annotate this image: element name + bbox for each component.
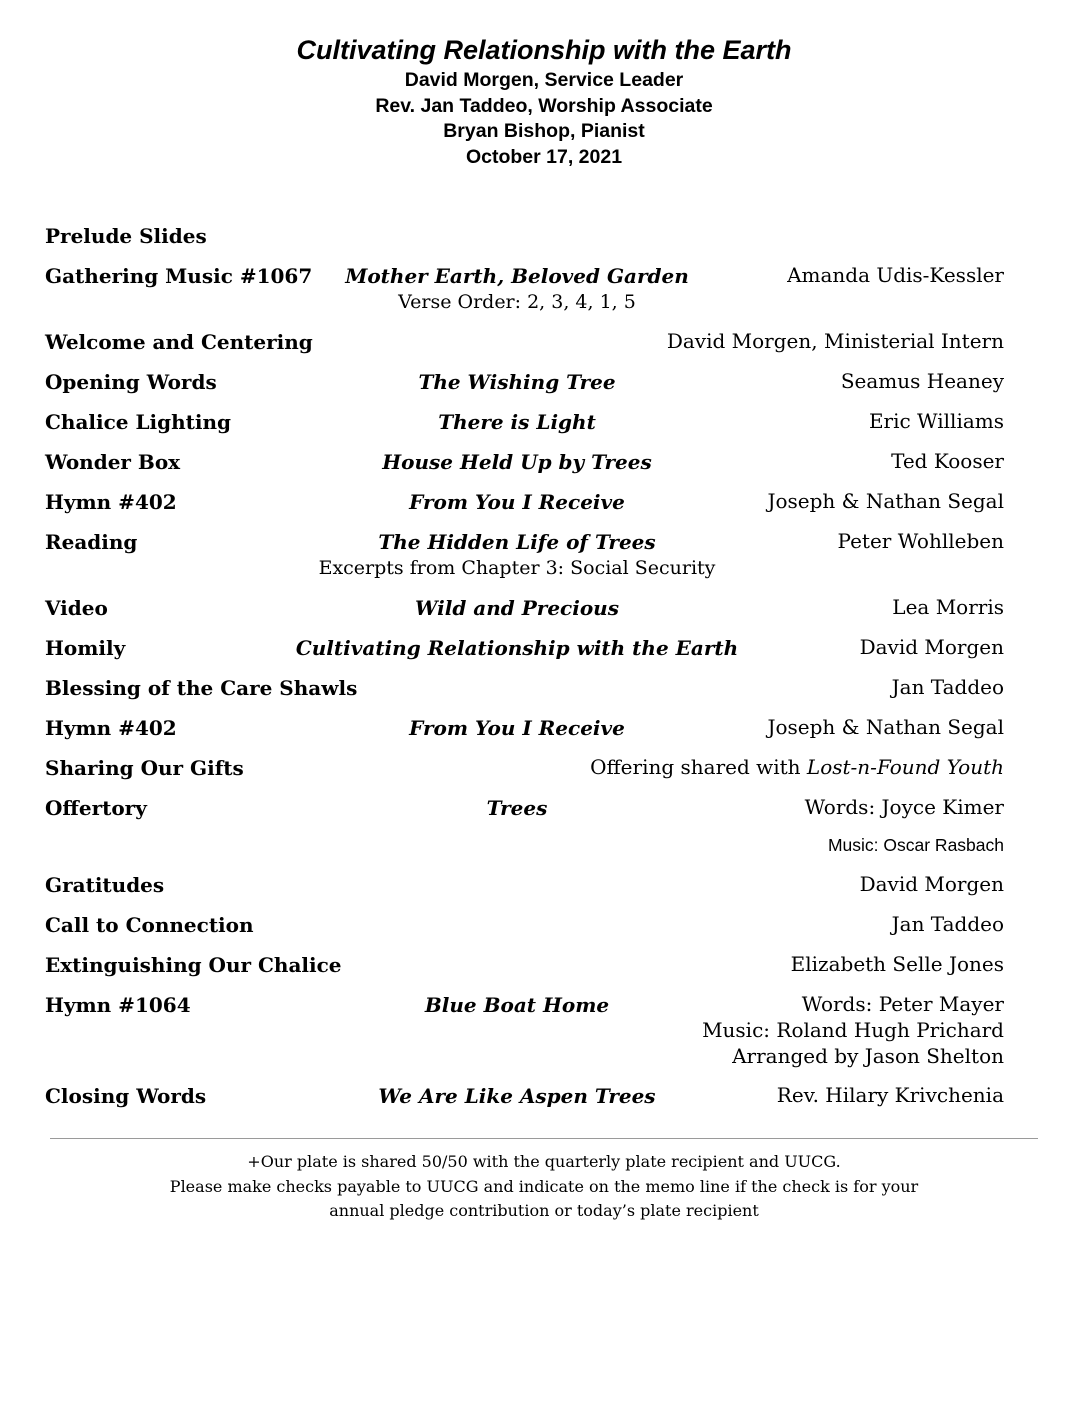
item-label: Closing Words — [45, 1084, 207, 1108]
footnote-line: Please make checks payable to UUCG and indicate on the memo line if the check is for your — [169, 1176, 919, 1196]
item-piece — [409, 714, 625, 742]
item-piece — [418, 368, 615, 396]
piece-title: Blue Boat Home — [424, 993, 610, 1017]
item-piece — [438, 408, 596, 436]
program-item-wonder-box — [0, 448, 1088, 488]
piece-title: Mother Earth, Beloved Garden — [345, 264, 689, 288]
worship-associate: Rev. Jan Taddeo, Worship Associate — [375, 94, 713, 117]
piece-title: There is Light — [438, 410, 596, 434]
plate-footnote — [0, 1150, 1088, 1224]
program-item-gratitudes — [0, 871, 1088, 911]
program-item-prelude — [0, 222, 1088, 262]
program-item-hymn-402-repeat — [0, 714, 1088, 754]
item-person: Ted Kooser — [891, 449, 1004, 473]
footnote-line: annual pledge contribution or today’s plate recipient — [329, 1201, 759, 1220]
item-person: Jan Taddeo — [891, 675, 1004, 699]
item-label: Blessing of the Care Shawls — [45, 676, 358, 700]
program-item-welcome — [0, 328, 1088, 368]
item-person: Amanda Udis-Kessler — [787, 263, 1004, 287]
item-person: Words: Joyce Kimer — [804, 795, 1004, 819]
item-credits — [702, 991, 1004, 1069]
item-person: Seamus Heaney — [840, 369, 1004, 393]
item-label: Welcome and Centering — [45, 330, 313, 354]
item-piece — [345, 262, 689, 314]
item-person: Peter Wohlleben — [837, 529, 1004, 553]
item-label: Wonder Box — [45, 450, 181, 474]
item-label: Call to Connection — [45, 913, 254, 937]
item-person: Jan Taddeo — [891, 912, 1004, 936]
item-piece — [319, 528, 716, 580]
order-of-service — [0, 222, 1088, 1122]
program-item-sharing-gifts — [0, 754, 1088, 794]
item-piece — [296, 634, 738, 662]
item-label: Sharing Our Gifts — [45, 756, 244, 780]
item-person: Rev. Hilary Krivchenia — [776, 1083, 1004, 1107]
item-label: Reading — [45, 530, 138, 554]
item-label: Homily — [45, 636, 126, 660]
item-piece — [382, 448, 652, 476]
pianist: Bryan Bishop, Pianist — [443, 120, 645, 142]
program-item-offertory — [0, 794, 1088, 831]
item-label: Gathering Music #1067 — [45, 264, 313, 288]
item-piece — [487, 794, 548, 822]
credit-line: Arranged by Jason Shelton — [732, 1044, 1004, 1068]
item-piece — [409, 488, 625, 516]
program-item-opening-words — [0, 368, 1088, 408]
service-date: October 17, 2021 — [465, 145, 623, 168]
item-label: Offertory — [45, 796, 147, 820]
item-person: Lea Morris — [892, 595, 1004, 619]
item-label: Prelude Slides — [45, 224, 207, 248]
piece-title: From You I Receive — [409, 490, 625, 514]
item-person: David Morgen — [859, 872, 1004, 896]
piece-title: Cultivating Relationship with the Earth — [295, 636, 739, 660]
program-item-closing-words — [0, 1082, 1088, 1122]
item-piece — [425, 991, 609, 1019]
program-item-video — [0, 594, 1088, 634]
item-label: Extinguishing Our Chalice — [45, 953, 342, 977]
program-item-homily — [0, 634, 1088, 674]
offering-prefix: Offering shared with — [590, 755, 801, 779]
program-item-hymn-402 — [0, 488, 1088, 528]
item-label: Hymn #1064 — [45, 993, 191, 1017]
service-title: Cultivating Relationship with the Earth — [296, 35, 792, 65]
piece-title: House Held Up by Trees — [382, 450, 652, 474]
bulletin-header — [0, 32, 1088, 170]
program-item-extinguishing — [0, 951, 1088, 991]
piece-note: Verse Order: 2, 3, 4, 1, 5 — [398, 291, 636, 313]
item-label: Chalice Lighting — [45, 410, 232, 434]
program-item-blessing — [0, 674, 1088, 714]
piece-title: The Hidden Life of Trees — [378, 530, 656, 554]
item-label: Gratitudes — [45, 873, 165, 897]
piece-note: Excerpts from Chapter 3: Social Security — [318, 557, 716, 579]
item-person: Joseph & Nathan Segal — [767, 715, 1004, 739]
footnote-line: +Our plate is shared 50/50 with the quarterly plate recipient and UUCG. — [247, 1152, 841, 1171]
item-person: David Morgen — [859, 635, 1004, 659]
item-label: Opening Words — [45, 370, 217, 394]
piece-title: From You I Receive — [409, 716, 625, 740]
program-item-call-to-connection — [0, 911, 1088, 951]
offering-note — [590, 754, 1004, 780]
piece-title: Trees — [486, 796, 548, 820]
footer-divider — [50, 1138, 1038, 1139]
program-item-gathering-music — [0, 262, 1088, 328]
program-item-chalice-lighting — [0, 408, 1088, 448]
item-person: Music: Oscar Rasbach — [827, 835, 1004, 855]
item-person: David Morgen, Ministerial Intern — [666, 329, 1004, 353]
service-leader: David Morgen, Service Leader — [404, 69, 684, 91]
item-person: Joseph & Nathan Segal — [767, 489, 1004, 513]
program-item-reading — [0, 528, 1088, 594]
item-person: Elizabeth Selle Jones — [790, 952, 1004, 976]
offering-recipient: Lost-n-Found Youth — [806, 755, 1004, 779]
credit-line: Music: Roland Hugh Prichard — [702, 1018, 1004, 1042]
item-piece — [378, 1082, 655, 1110]
piece-title: The Wishing Tree — [418, 370, 616, 394]
item-label: Hymn #402 — [45, 490, 177, 514]
program-item-offertory-music — [0, 831, 1088, 871]
program-item-hymn-1064 — [0, 991, 1088, 1082]
item-person: Eric Williams — [868, 409, 1004, 433]
item-piece — [415, 594, 619, 622]
item-label: Video — [45, 596, 108, 620]
credit-line: Words: Peter Mayer — [801, 992, 1004, 1016]
piece-title: Wild and Precious — [415, 596, 619, 620]
piece-title: We Are Like Aspen Trees — [378, 1084, 656, 1108]
item-label: Hymn #402 — [45, 716, 177, 740]
